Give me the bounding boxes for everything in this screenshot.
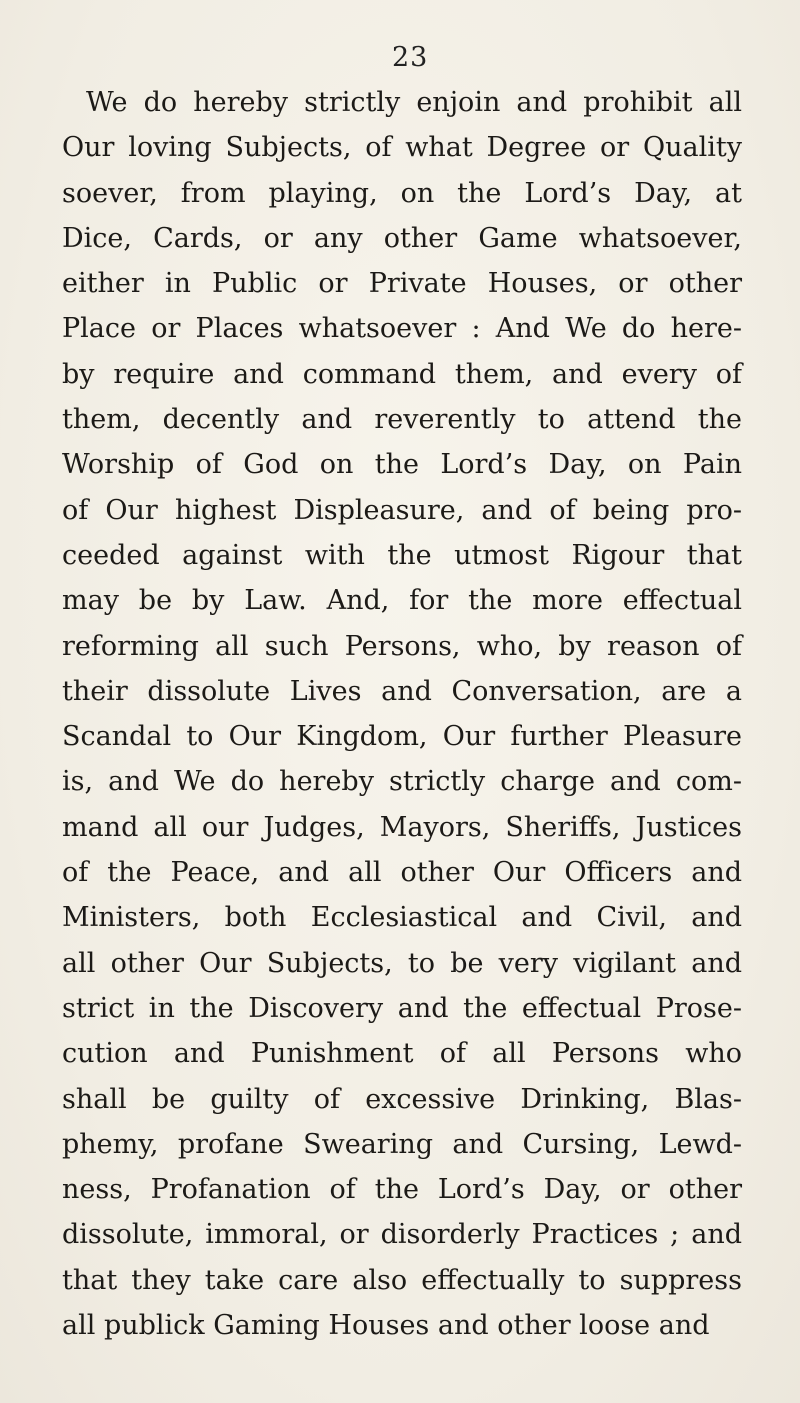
text-line: mand all our Judges, Mayors, Sheriffs, Justices <box>62 811 742 843</box>
text-line: Worship of God on the Lord’s Day, on Pain <box>62 449 742 481</box>
page-number: 23 <box>392 42 429 73</box>
text-line: cution and Punishment of all Persons who <box>62 1038 742 1070</box>
text-line: them, decently and reverently to attend the <box>62 404 742 436</box>
text-line: shall be guilty of excessive Drinking, Blas- <box>62 1083 742 1115</box>
text-line: is, and We do hereby strictly charge and com- <box>62 766 742 798</box>
body-text <box>62 80 742 1348</box>
text-line: soever, from playing, on the Lord’s Day, at <box>62 177 742 209</box>
text-line: Place or Places whatsoever : And We do here- <box>62 313 742 345</box>
text-line: phemy, profane Swearing and Cursing, Lewd- <box>62 1128 742 1160</box>
text-line: reforming all such Persons, who, by reason of <box>62 630 742 662</box>
text-line: strict in the Discovery and the effectual Prose- <box>62 992 742 1024</box>
text-line: all publick Gaming Houses and other loose and <box>62 1310 710 1342</box>
text-line: of the Peace, and all other Our Officers and <box>62 857 742 889</box>
text-line: ness, Profanation of the Lord’s Day, or other <box>62 1174 742 1206</box>
text-line: their dissolute Lives and Conversation, are a <box>62 675 742 707</box>
text-line: of Our highest Displeasure, and of being pro- <box>62 494 742 526</box>
text-line: all other Our Subjects, to be very vigilant and <box>62 947 742 979</box>
text-line: either in Public or Private Houses, or other <box>62 268 742 300</box>
text-line: may be by Law. And, for the more effectual <box>62 585 742 617</box>
text-line: We do hereby strictly enjoin and prohibit all <box>86 87 742 118</box>
text-line: Dice, Cards, or any other Game whatsoever, <box>62 222 742 254</box>
text-line: by require and command them, and every of <box>62 358 742 390</box>
text-line: Our loving Subjects, of what Degree or Quality <box>62 132 742 164</box>
text-line: Scandal to Our Kingdom, Our further Pleasure <box>62 721 742 753</box>
text-line: that they take care also effectually to suppress <box>62 1264 742 1296</box>
text-line: Ministers, both Ecclesiastical and Civil, and <box>62 902 742 934</box>
text-line: ceeded against with the utmost Rigour that <box>62 539 742 571</box>
text-line: dissolute, immoral, or disorderly Practices ; and <box>62 1219 742 1251</box>
